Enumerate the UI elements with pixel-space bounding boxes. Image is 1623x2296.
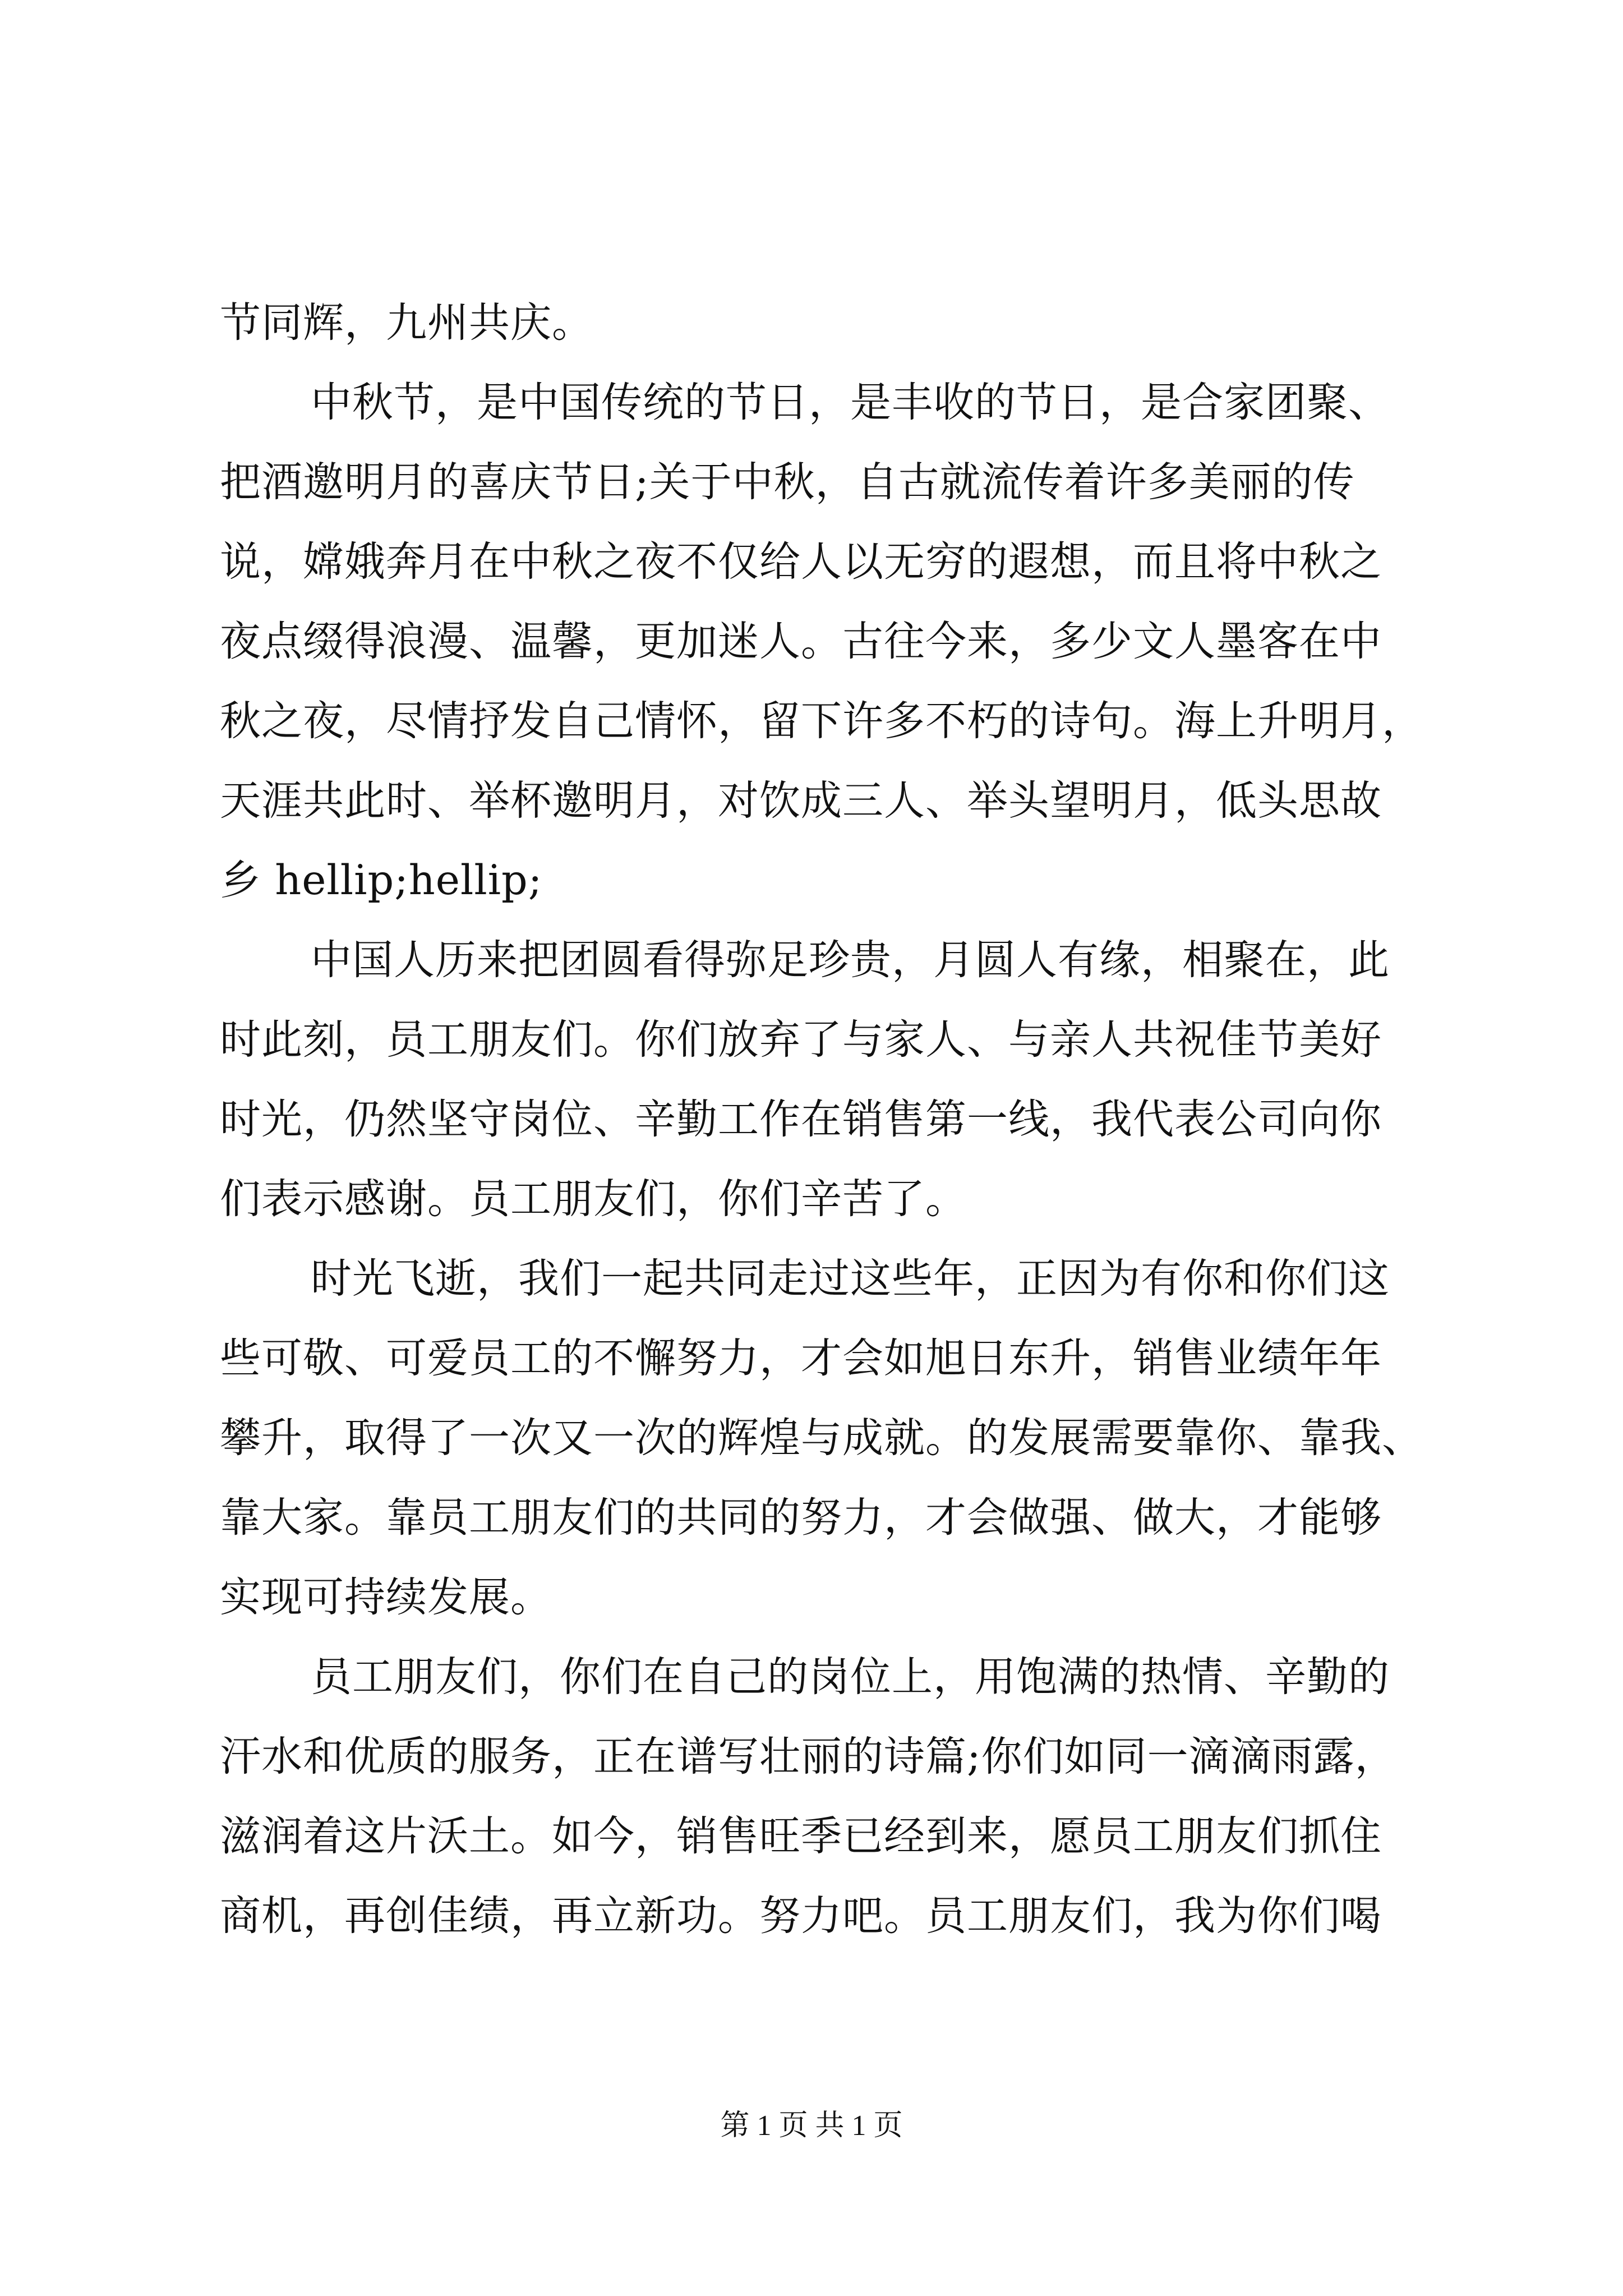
- text-line: 节同辉，九州共庆。: [220, 299, 593, 347]
- text-line: 靠大家。靠员工朋友们的共同的努力，才会做强、做大，才能够: [220, 1494, 1382, 1542]
- text-line: 乡 hellip;hellip;: [220, 857, 543, 904]
- text-line: 商机，再创佳绩，再立新功。努力吧。员工朋友们，我为你们喝: [220, 1892, 1382, 1940]
- text-line: 说，嫦娥奔月在中秋之夜不仅给人以无穷的遐想，而且将中秋之: [220, 538, 1382, 586]
- text-line: 攀升，取得了一次又一次的辉煌与成就。的发展需要靠你、靠我、: [220, 1414, 1423, 1462]
- text-line: 时光，仍然坚守岗位、辛勤工作在销售第一线，我代表公司向你: [220, 1096, 1382, 1143]
- page-number-label: 第 1 页 共 1 页: [720, 2110, 903, 2142]
- paragraph-first-line: 中秋节，是中国传统的节日，是丰收的节日，是合家团聚、: [311, 379, 1390, 426]
- page-footer: [0, 2106, 1623, 2146]
- text-line: 实现可持续发展。: [220, 1573, 552, 1621]
- text-line: 天涯共此时、举杯邀明月，对饮成三人、举头望明月，低头思故: [220, 777, 1382, 825]
- text-line: 些可敬、可爱员工的不懈努力，才会如旭日东升，销售业绩年年: [220, 1335, 1382, 1382]
- document-body: [220, 283, 1426, 1956]
- text-line: 把酒邀明月的喜庆节日;关于中秋，自古就流传着许多美丽的传: [220, 458, 1355, 506]
- text-line: 时此刻，员工朋友们。你们放弃了与家人、与亲人共祝佳节美好: [220, 1016, 1382, 1064]
- paragraph-first-line: 时光飞逝，我们一起共同走过这些年，正因为有你和你们这: [311, 1255, 1390, 1303]
- text-line: 滋润着这片沃土。如今，销售旺季已经到来，愿员工朋友们抓住: [220, 1812, 1382, 1860]
- paragraph-first-line: 员工朋友们，你们在自己的岗位上，用饱满的热情、辛勤的: [311, 1653, 1390, 1701]
- paragraph-first-line: 中国人历来把团圆看得弥足珍贵，月圆人有缘，相聚在，此: [311, 936, 1390, 984]
- text-line: 汗水和优质的服务，正在谱写壮丽的诗篇;你们如同一滴滴雨露，: [220, 1733, 1396, 1780]
- text-line: 夜点缀得浪漫、温馨，更加迷人。古往今来，多少文人墨客在中: [220, 618, 1382, 665]
- text-line: 秋之夜，尽情抒发自己情怀，留下许多不朽的诗句。海上升明月，: [220, 697, 1423, 745]
- text-line: 们表示感谢。员工朋友们，你们辛苦了。: [220, 1175, 967, 1223]
